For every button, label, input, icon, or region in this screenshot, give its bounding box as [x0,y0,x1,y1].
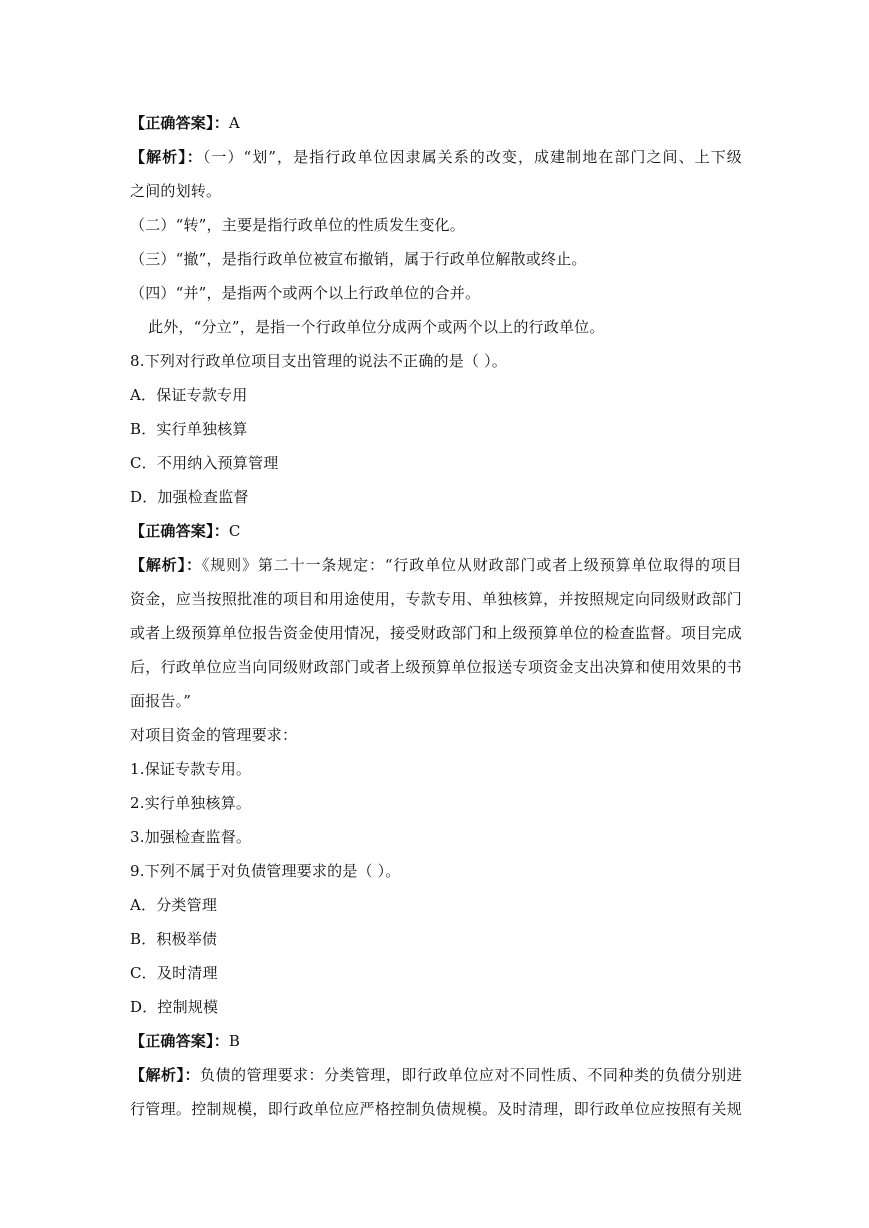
analysis-label: 【解析】： [130,1066,200,1084]
analysis-label: 【解析】： [130,148,203,166]
option-c: C．不用纳入预算管理 [130,454,279,472]
question-stem: 8.下列对行政单位项目支出管理的说法不正确的是（ ）。 [130,352,507,370]
analysis-line: 之间的划转。 [130,182,222,200]
analysis-line: 面报告。” [130,692,192,710]
answer-label: 【正确答案】： [130,114,229,132]
answer-line [130,1031,742,1051]
analysis-line [130,555,742,575]
list-item: 3.加强检查监督。 [130,828,252,846]
analysis-line: 或者上级预算单位报告资金使用情况，接受财政部门和上级预算单位的检查监督。项目完成 [130,624,742,642]
answer-label: 【正确答案】： [130,522,229,540]
option-c: C．及时清理 [130,964,218,982]
analysis-line: 资金，应当按照批准的项目和用途使用，专款专用、单独核算，并按照规定向同级财政部门 [130,590,742,608]
analysis-line [130,1065,742,1085]
analysis-text: （一）“划”，是指行政单位因隶属关系的改变，成建制地在部门之间、上下级 [202,148,742,166]
analysis-line: （三）“撤”，是指行政单位被宣布撤销，属于行政单位解散或终止。 [130,250,587,268]
analysis-label: 【解析】： [130,556,202,574]
analysis-line: 后，行政单位应当向同级财政部门或者上级预算单位报送专项资金支出决算和使用效果的书 [130,658,742,676]
answer-value: A [228,114,240,132]
answer-line [130,521,742,541]
answer-line [130,113,742,133]
list-item: 2.实行单独核算。 [130,794,252,812]
list-item: 1.保证专款专用。 [130,760,252,778]
question-stem: 9.下列不属于对负债管理要求的是（ ）。 [130,862,401,880]
option-d: D．控制规模 [130,998,219,1016]
answer-value: C [228,522,241,540]
option-d: D．加强检查监督 [130,488,249,506]
analysis-line [130,147,742,167]
analysis-line: （二）“转”，主要是指行政单位的性质发生变化。 [130,216,465,234]
answer-value: B [228,1032,241,1050]
option-b: B．实行单独核算 [130,420,248,438]
analysis-line: （四）“并”，是指两个或两个以上行政单位的合并。 [130,284,481,302]
option-a: A．分类管理 [130,896,218,914]
analysis-line: 此外，“分立”，是指一个行政单位分成两个或两个以上的行政单位。 [148,318,605,336]
option-b: B．积极举债 [130,930,218,948]
analysis-line: 对项目资金的管理要求： [130,726,298,744]
answer-label: 【正确答案】： [130,1032,229,1050]
analysis-text: 负债的管理要求：分类管理，即行政单位应对不同性质、不同种类的负债分别进 [199,1066,742,1084]
option-a: A．保证专款专用 [130,386,248,404]
analysis-line: 行管理。控制规模，即行政单位应严格控制负债规模。及时清理，即行政单位应按照有关规 [130,1100,742,1118]
analysis-text: 《规则》第二十一条规定：“行政单位从财政部门或者上级预算单位取得的项目 [201,556,742,574]
